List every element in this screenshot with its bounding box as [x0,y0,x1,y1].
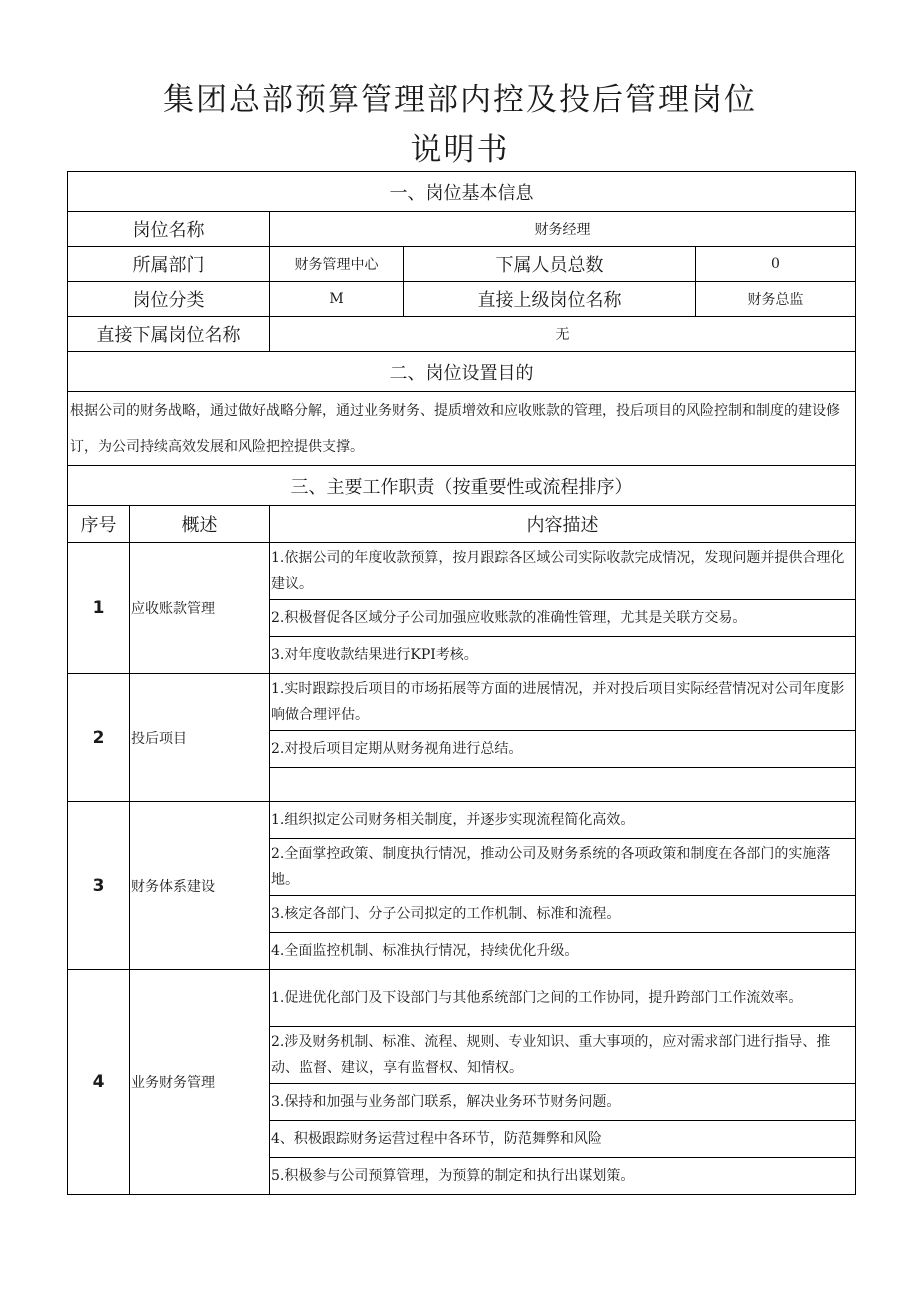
duty-item: 1.依据公司的年度收款预算，按月跟踪各区域公司实际收款完成情况，发现问题并提供合理化建议。 [270,543,856,600]
duty-item: 1.促进优化部门及下设部门与其他系统部门之间的工作协同，提升跨部门工作流效率。 [270,970,856,1027]
category-label: 岗位分类 [68,282,270,317]
duty-number: 4 [68,970,130,1195]
section2-heading: 二、岗位设置目的 [68,352,856,392]
duty-item: 2.积极督促各区域分子公司加强应收账款的准确性管理，尤其是关联方交易。 [270,600,856,637]
duty-item: 4.全面监控机制、标准执行情况，持续优化升级。 [270,933,856,970]
post-name-value: 财务经理 [270,212,856,247]
duty-item: 1.实时跟踪投后项目的市场拓展等方面的进展情况，并对投后项目实际经营情况对公司年度影响做合理评估。 [270,674,856,731]
duty-item: 2.全面掌控政策、制度执行情况，推动公司及财务系统的各项政策和制度在各部门的实施落地。 [270,839,856,896]
duty-item: 2.涉及财务机制、标准、流程、规则、专业知识、重大事项的，应对需求部门进行指导、推动、监督、建议，享有监督权、知情权。 [270,1027,856,1084]
duty-item: 3.对年度收款结果进行KPI考核。 [270,637,856,674]
document-title-line2: 说明书 [410,132,510,168]
duty-number: 1 [68,543,130,674]
duty-item: 5.积极参与公司预算管理，为预算的制定和执行出谋划策。 [270,1158,856,1195]
duty-item-empty [270,768,856,802]
duty-item: 3.保持和加强与业务部门联系，解决业务环节财务问题。 [270,1084,856,1121]
col-header-desc: 内容描述 [270,506,856,543]
post-name-label: 岗位名称 [68,212,270,247]
purpose-text: 根据公司的财务战略，通过做好战略分解，通过业务财务、提质增效和应收账款的管理，投后项目的风险控制和制度的建设修订，为公司持续高效发展和风险把控提供支撑。 [68,392,856,466]
duty-item: 2.对投后项目定期从财务视角进行总结。 [270,731,856,768]
superior-label: 直接上级岗位名称 [404,282,696,317]
duty-summary: 应收账款管理 [130,543,270,674]
col-header-summary: 概述 [130,506,270,543]
col-header-no: 序号 [68,506,130,543]
direct-subordinate-label: 直接下属岗位名称 [68,317,270,352]
duty-summary: 投后项目 [130,674,270,802]
subordinates-count-label: 下属人员总数 [404,247,696,282]
category-value: M [270,282,404,317]
duty-number: 2 [68,674,130,802]
duty-summary: 财务体系建设 [130,802,270,970]
job-description-table [67,171,856,1195]
superior-value: 财务总监 [696,282,856,317]
section1-heading: 一、岗位基本信息 [68,172,856,212]
section3-heading: 三、主要工作职责（按重要性或流程排序） [68,466,856,506]
dept-value: 财务管理中心 [270,247,404,282]
subordinates-count-value: 0 [696,247,856,282]
document-title-line1: 集团总部预算管理部内控及投后管理岗位 [163,82,757,118]
direct-subordinate-value: 无 [270,317,856,352]
duty-summary: 业务财务管理 [130,970,270,1195]
duty-item: 3.核定各部门、分子公司拟定的工作机制、标准和流程。 [270,896,856,933]
duty-item: 1.组织拟定公司财务相关制度，并逐步实现流程简化高效。 [270,802,856,839]
duty-item: 4、积极跟踪财务运营过程中各环节，防范舞弊和风险 [270,1121,856,1158]
dept-label: 所属部门 [68,247,270,282]
duty-number: 3 [68,802,130,970]
